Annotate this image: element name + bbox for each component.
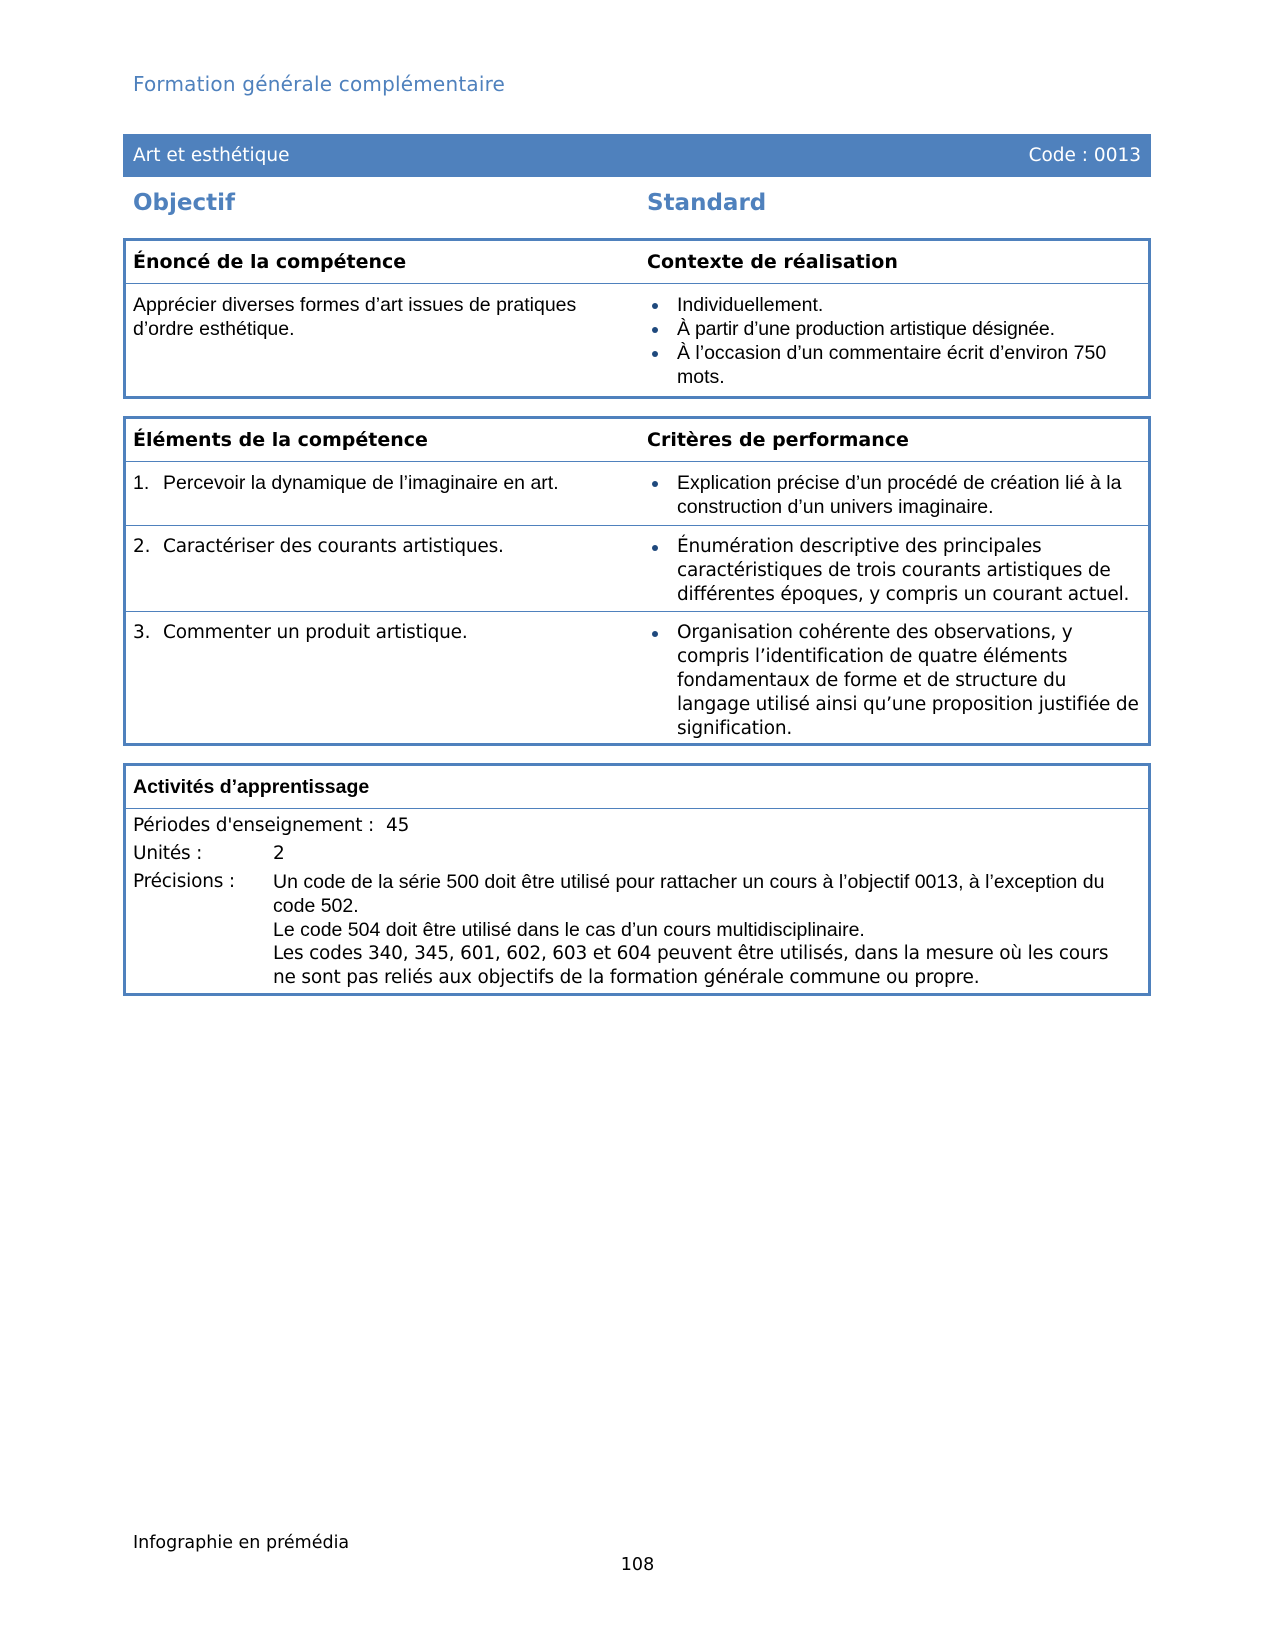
table-row [126,461,1148,525]
details-text [273,870,1148,990]
units-row [133,840,1148,868]
page-section-title: Formation générale complémentaire [133,72,506,96]
bullet-icon [652,327,658,333]
units-value: 2 [273,843,285,864]
course-code: Code : 0013 [1028,145,1141,166]
table-row [126,283,1148,389]
periods-row [133,812,1148,840]
table-row [126,525,1148,611]
bullet-icon [652,351,658,357]
statement-header: Énoncé de la compétence [133,251,407,273]
bullet-icon [652,545,658,551]
performance-criteria-table [123,416,1151,746]
criterion-cell [639,621,1148,741]
activities-body [126,808,1148,990]
bullet-icon [652,481,658,487]
competence-statement-table [123,238,1151,399]
list-item: Énumération descriptive des principales caractéristiques de trois courants artistiques de différentes époques, y compris un courant actuel. [647,535,1140,607]
detail-line: Un code de la série 500 doit être utilisé pour rattacher un cours à l’objectif 0013, à l’exception du code 502. [273,871,1105,917]
criterion-cell [639,471,1148,525]
context-list [647,293,1140,389]
competence-statement: Apprécier diverses formes d’art issues de pratiques d’ordre esthétique. [133,294,577,340]
table-header-row [126,241,1148,283]
periods-label: Périodes d'enseignement : [133,815,375,836]
table-header-row [126,419,1148,461]
details-label: Précisions : [133,871,235,892]
objective-heading: Objectif [133,190,236,216]
course-title-bar [123,134,1151,177]
details-row [133,870,1148,990]
list-item: À partir d’une production artistique désignée. [647,317,1140,341]
list-item: Explication précise d’un procédé de création lié à la construction d’un univers imaginaire. [647,471,1140,519]
units-label: Unités : [133,843,203,864]
list-item: Individuellement. [647,293,1140,317]
learning-activities-table [123,763,1151,996]
elements-header: Éléments de la compétence [133,429,428,451]
bullet-icon [652,303,658,309]
detail-line: Les codes 340, 345, 601, 602, 603 et 604 peuvent être utilisés, dans la mesure où les cours ne sont pas reliés aux objectifs de la formation générale commune ou propre. [273,943,1109,988]
standard-heading: Standard [647,190,767,216]
table-header-row [126,766,1148,808]
table-row [126,611,1148,741]
detail-line: Le code 504 doit être utilisé dans le cas d’un cours multidisciplinaire. [273,919,865,941]
list-item: À l’occasion d’un commentaire écrit d’environ 750 mots. [647,341,1140,389]
bullet-icon [652,631,658,637]
list-item: Organisation cohérente des observations, y compris l’identification de quatre éléments fondamentaux de forme et de structure du langage utilisé ainsi qu’une proposition justifiée de signification. [647,621,1140,741]
context-header: Contexte de réalisation [647,251,898,273]
periods-value: 45 [386,815,410,836]
activities-header: Activités d’apprentissage [133,776,370,798]
element-cell: 2. Caractériser des courants artistiques. [133,536,504,557]
criterion-cell [639,535,1148,611]
footer-program-name: Infographie en prémédia [133,1533,350,1553]
page-number: 108 [620,1555,655,1575]
course-title: Art et esthétique [133,145,290,166]
element-cell: 1. Percevoir la dynamique de l’imaginaire en art. [133,472,559,494]
criteria-header: Critères de performance [647,429,909,451]
element-cell: 3. Commenter un produit artistique. [133,622,468,643]
